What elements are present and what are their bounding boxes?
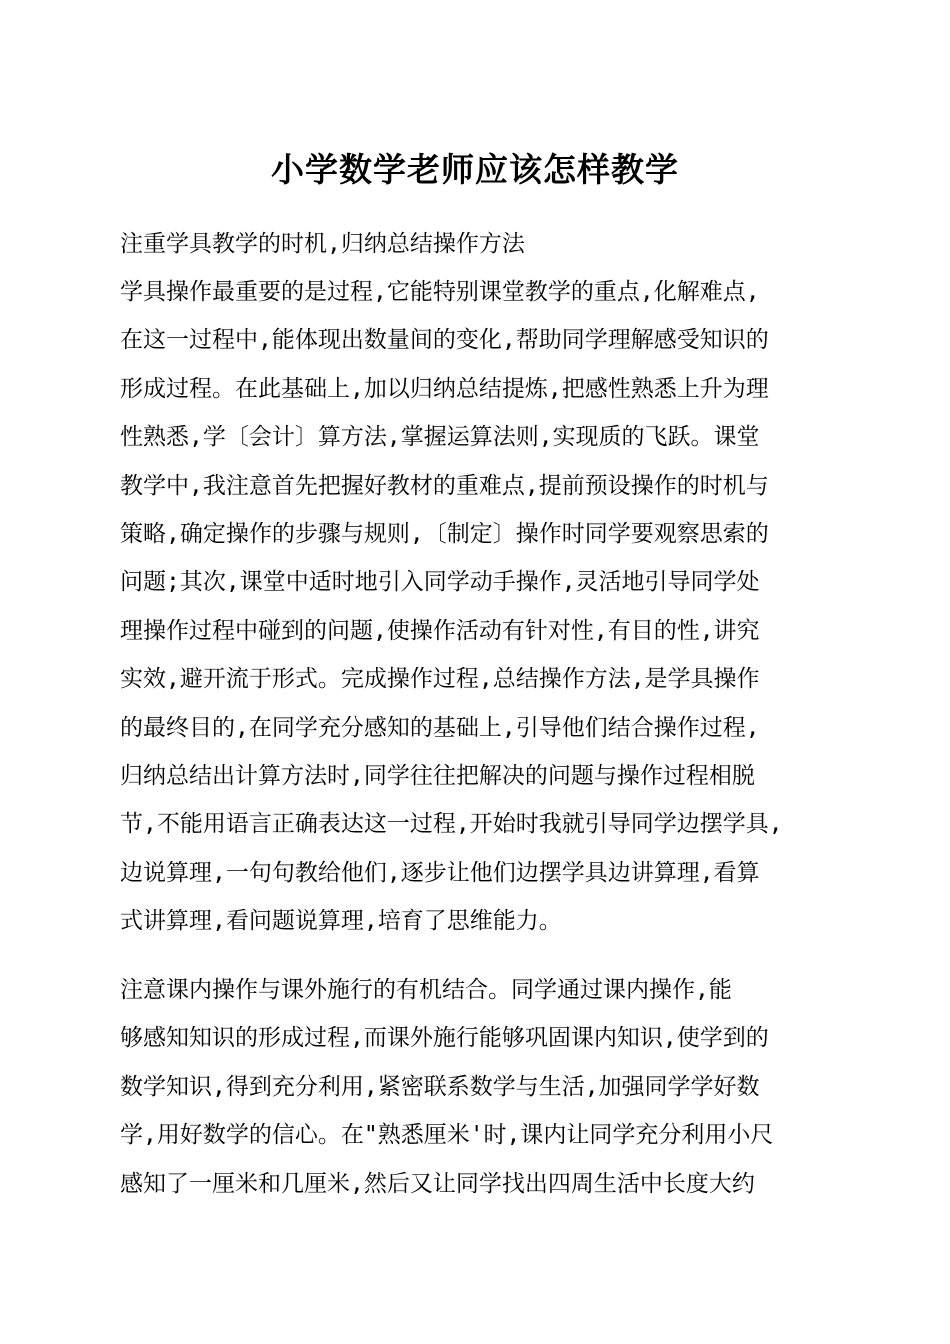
paragraph-1: [120, 268, 832, 946]
paragraph-line: 策略,确定操作的步骤与规则,〔制定〕操作时同学要观察思索的: [120, 521, 769, 548]
paragraph-line: 的最终目的,在同学充分感知的基础上,引导他们结合操作过程,: [120, 714, 760, 741]
paragraph-line: 问题;其次,课堂中适时地引入同学动手操作,灵活地引导同学处: [120, 569, 760, 596]
paragraph-line: 理操作过程中碰到的问题,使操作活动有针对性,有目的性,讲究: [120, 617, 760, 644]
paragraph-line: 学具操作最重要的是过程,它能特别课堂教学的重点,化解难点,: [120, 279, 760, 305]
paragraph-line: 教学中,我注意首先把握好教材的重难点,提前预设操作的时机与: [120, 472, 769, 499]
paragraph-2: [120, 966, 832, 1208]
paragraph-line: 学,用好数学的信心。在"熟悉厘米'时,课内让同学充分利用小尺: [120, 1122, 774, 1149]
paragraph-line: 归纳总结出计算方法时,同学往往把解决的问题与操作过程相脱: [120, 763, 755, 790]
paragraph-line: 实效,避开流于形式。完成操作过程,总结操作方法,是学具操作: [120, 666, 760, 693]
paragraph-line: 边说算理,一句句教给他们,逐步让他们边摆学具边讲算理,看算: [120, 859, 760, 886]
paragraph-line: 性熟悉,学〔会计〕算方法,掌握运算法则,实现质的飞跃。课堂: [120, 424, 760, 451]
paragraph-line: 注意课内操作与课外施行的有机结合。同学通过课内操作,能: [120, 977, 732, 1003]
paragraph-line: 式讲算理,看问题说算理,培育了思维能力。: [120, 908, 562, 935]
paragraph-line: 感知了一厘米和几厘米,然后又让同学找出四周生活中长度大约: [120, 1170, 755, 1197]
paragraph-line: 节,不能用语言正确表达这一过程,开始时我就引导同学边摆学具,: [120, 811, 783, 838]
paragraph-line: 形成过程。在此基础上,加以归纳总结提炼,把感性熟悉上升为理: [120, 375, 769, 402]
document-title: 小学数学老师应该怎样教学: [271, 150, 679, 189]
section-heading: 注重学具教学的时机,归纳总结操作方法: [120, 231, 525, 257]
paragraph-line: 在这一过程中,能体现出数量间的变化,帮助同学理解感受知识的: [120, 327, 769, 354]
paragraph-line: 数学知识,得到充分利用,紧密联系数学与生活,加强同学学好数: [120, 1073, 760, 1100]
paragraph-line: 够感知知识的形成过程,而课外施行能够巩固课内知识,使学到的: [120, 1025, 769, 1052]
